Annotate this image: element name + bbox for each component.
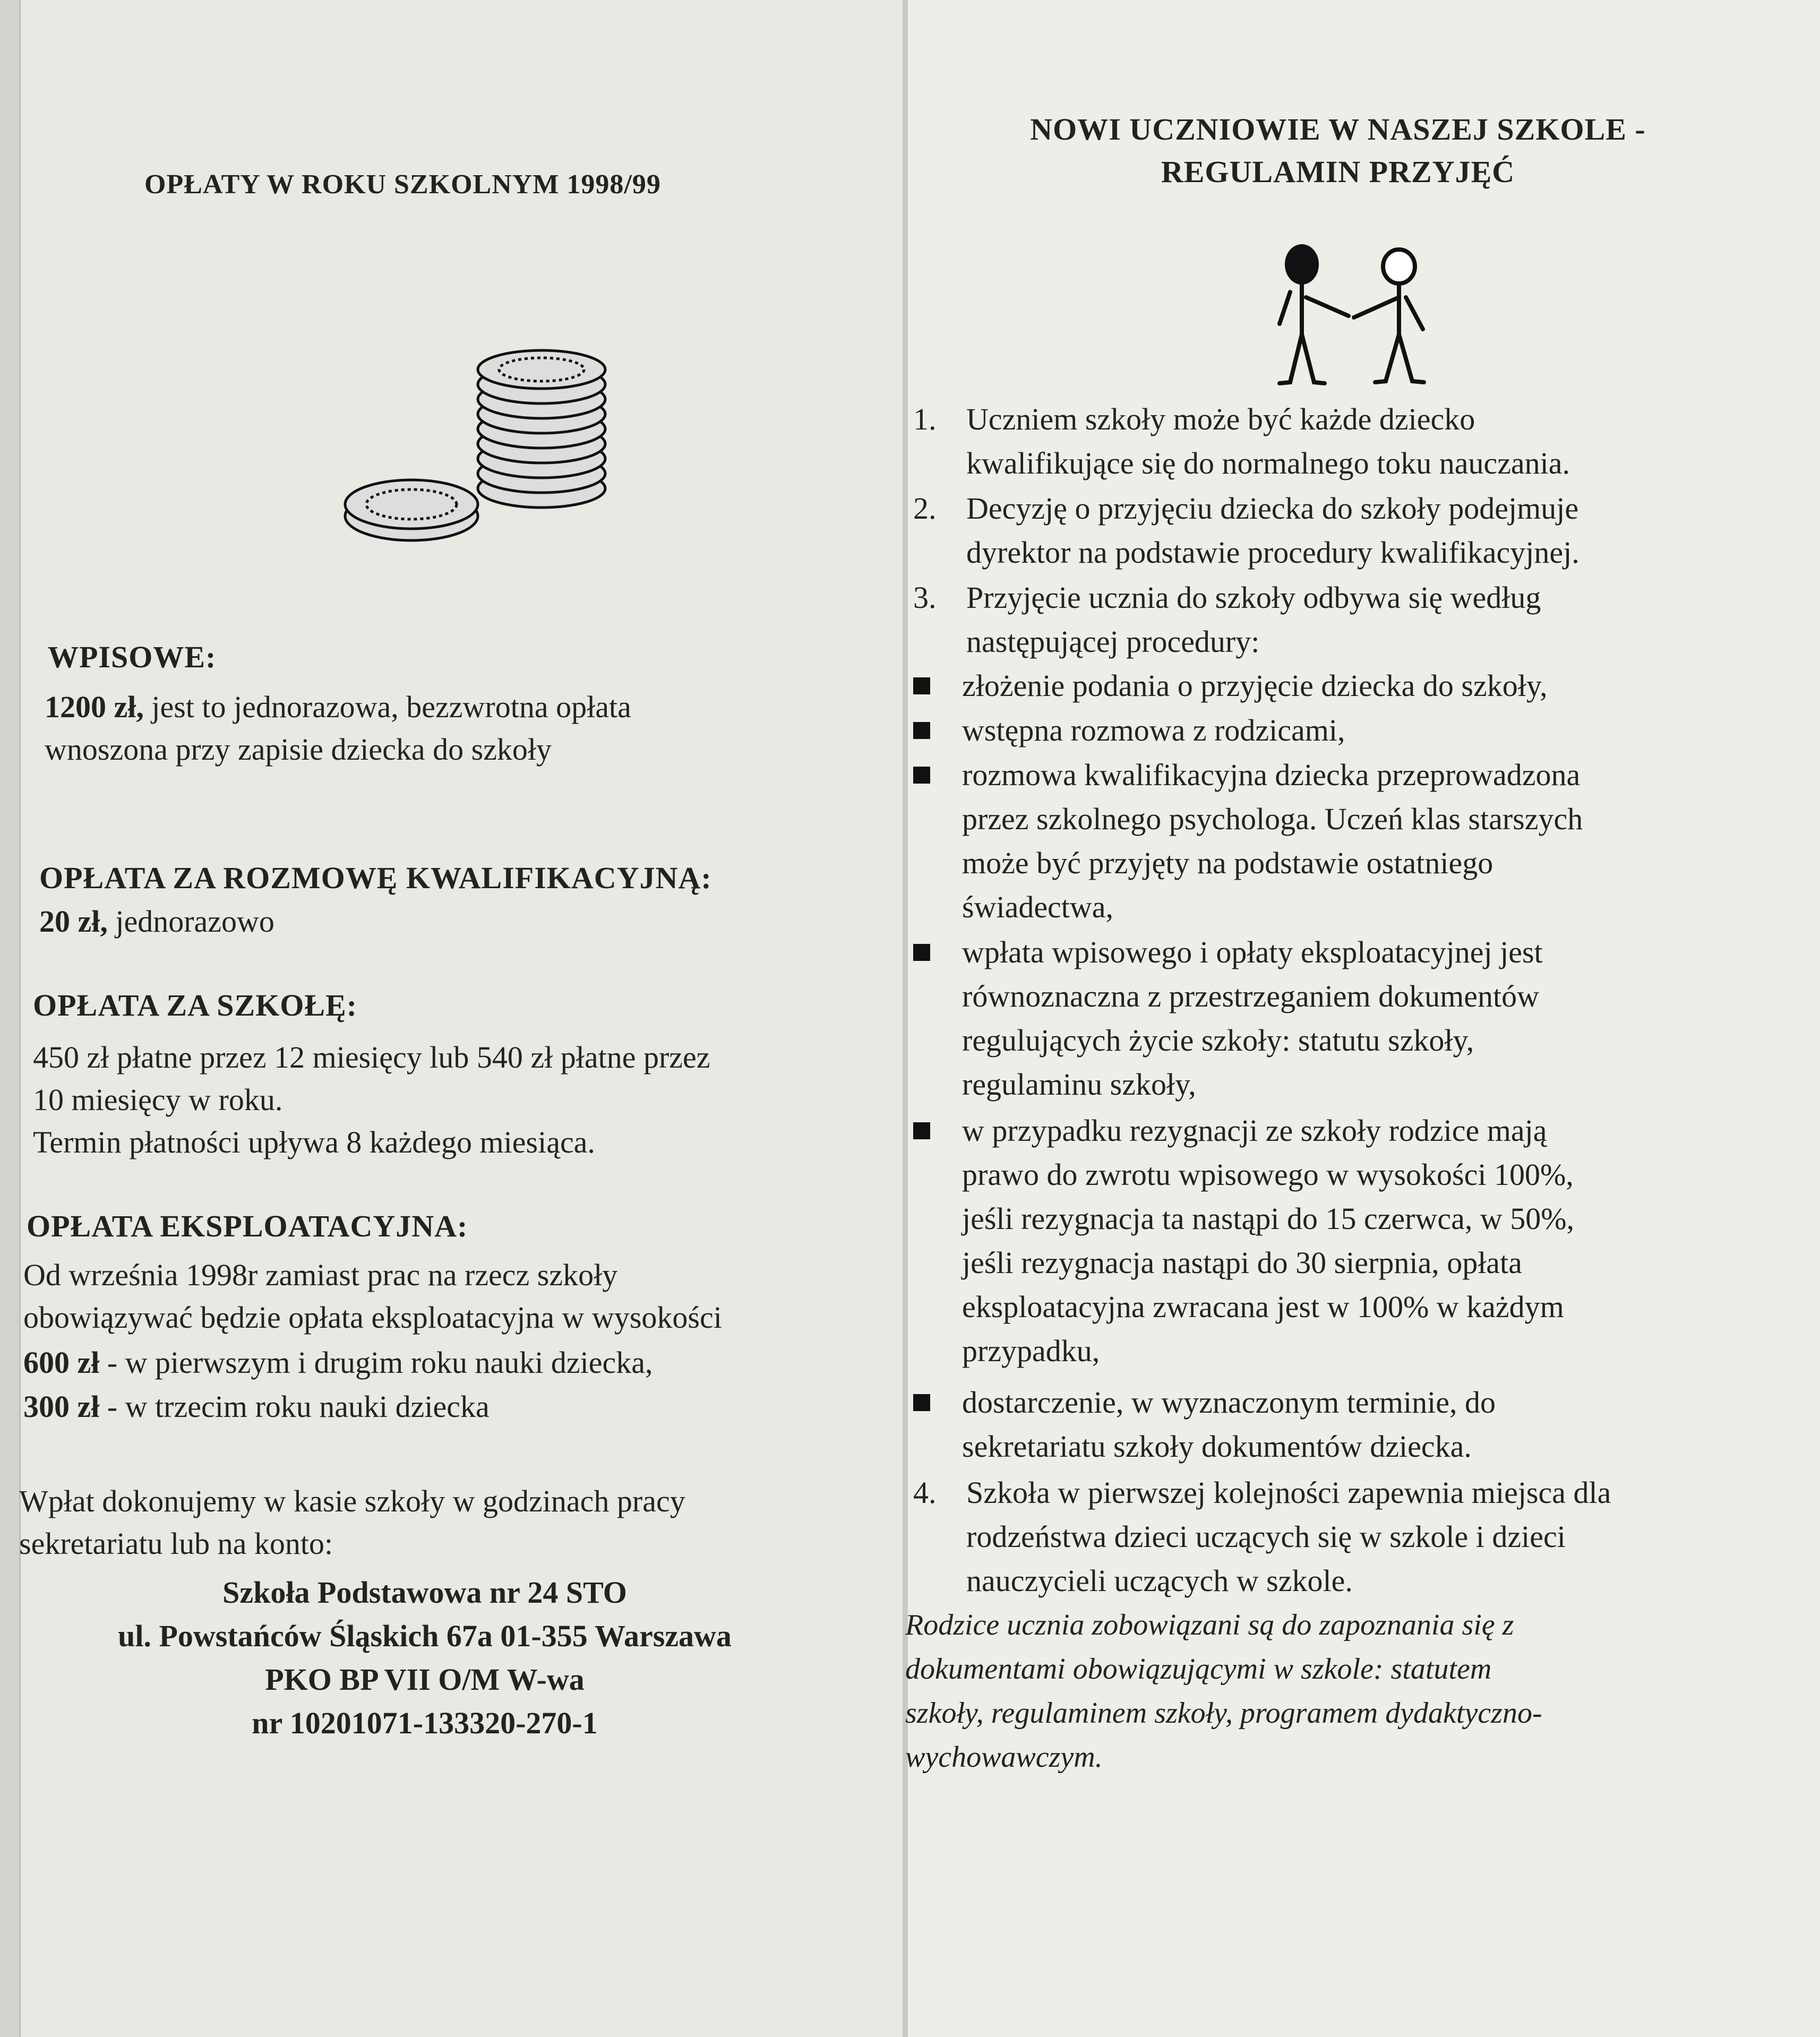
rule-number: 1. <box>913 402 937 436</box>
note-line: Rodzice ucznia zobowiązani są do zapoznania się z <box>905 1609 1514 1641</box>
rule-text-line: kwalifikujące się do normalnego toku nauczania. <box>966 446 1570 480</box>
bullet-text-line: złożenie podania o przyjęcie dziecka do szkoły, <box>962 668 1548 703</box>
note-line: dokumentami obowiązującymi w szkole: statutem <box>905 1653 1492 1686</box>
account-school: Szkoła Podstawowa nr 24 STO <box>222 1575 627 1610</box>
note-line: szkoły, regulaminem szkoły, programem dydaktyczno- <box>905 1697 1542 1730</box>
eksploatacyjna-heading: OPŁATA EKSPLOATACYJNA: <box>27 1209 468 1243</box>
bullet-text-line: eksploatacyjna zwracana jest w 100% w każdym <box>962 1290 1564 1324</box>
account-address: ul. Powstańców Śląskich 67a 01-355 Warszawa <box>118 1619 732 1653</box>
eksploatacyjna-line3 <box>23 1340 653 1385</box>
rule-text-line: nauczycieli uczących w szkole. <box>966 1563 1353 1598</box>
bullet-text-line: regulujących życie szkoły: statutu szkoły, <box>962 1023 1474 1058</box>
rule-item-3 <box>913 575 1773 664</box>
procedure-bullet <box>913 664 1773 708</box>
bullet-text-line: prawo do zwrotu wpisowego w wysokości 100%, <box>962 1157 1574 1192</box>
rule-text-line: dyrektor na podstawie procedury kwalifikacyjnej. <box>966 535 1579 570</box>
bullet-text-line: przez szkolnego psychologa. Uczeń klas starszych <box>962 802 1583 836</box>
bullet-square-icon <box>913 722 930 739</box>
bullet-text-line: regulaminu szkoły, <box>962 1067 1196 1102</box>
bullet-text-line: wstępna rozmowa z rodzicami, <box>962 713 1345 747</box>
rule-text-line: Przyjęcie ucznia do szkoły odbywa się według <box>966 580 1541 615</box>
wpisowe-amount: 1200 zł, <box>45 690 144 724</box>
rule-item-1 <box>913 397 1773 485</box>
szkola-line3: Termin płatności upływa 8 każdego miesiąca. <box>33 1125 595 1159</box>
wpisowe-text: jest to jednorazowa, bezzwrotna opłata <box>143 690 631 724</box>
procedure-bullet <box>913 753 1773 929</box>
admission-title-line1: NOWI UCZNIOWIE W NASZEJ SZKOLE - <box>1030 112 1646 147</box>
szkola-heading: OPŁATA ZA SZKOŁĘ: <box>33 988 358 1022</box>
payment-line1: Wpłat dokonujemy w kasie szkoły w godzinach pracy <box>19 1484 685 1518</box>
eksploatacyjna-text3: - w pierwszym i drugim roku nauki dziecka, <box>99 1345 653 1380</box>
rule-number: 2. <box>913 491 937 526</box>
bullet-text-line: jeśli rezygnacja nastąpi do 30 sierpnia, opłata <box>962 1245 1522 1280</box>
bullet-text-line: świadectwa, <box>962 890 1114 924</box>
eksploatacyjna-amount1: 600 zł <box>23 1345 100 1380</box>
bullet-square-icon <box>913 767 930 784</box>
bullet-text-line: dostarczenie, w wyznaczonym terminie, do <box>962 1385 1496 1420</box>
rozmowa-heading: OPŁATA ZA ROZMOWĘ KWALIFIKACYJNĄ: <box>39 861 712 895</box>
rule-text-line: Decyzję o przyjęciu dziecka do szkoły podejmuje <box>966 491 1579 526</box>
eksploatacyjna-line2: obowiązywać będzie opłata eksploatacyjna w wysokości <box>23 1300 722 1335</box>
szkola-line2: 10 miesięcy w roku. <box>33 1082 283 1117</box>
rule-number: 3. <box>913 580 937 615</box>
procedure-bullet <box>913 708 1773 752</box>
rule-text-line: następującej procedury: <box>966 624 1260 659</box>
rule-item-4 <box>913 1471 1773 1603</box>
eksploatacyjna-amount2: 300 zł <box>23 1389 100 1424</box>
fees-title: OPŁATY W ROKU SZKOLNYM 1998/99 <box>144 169 661 200</box>
bullet-text-line: może być przyjęty na podstawie ostatniego <box>962 846 1493 880</box>
rozmowa-text: jednorazowo <box>107 904 274 939</box>
payment-line2: sekretariatu lub na konto: <box>19 1526 333 1561</box>
procedure-bullet <box>913 1380 1773 1468</box>
page-edge <box>0 0 21 2037</box>
rule-text-line: Szkoła w pierwszej kolejności zapewnia miejsca dla <box>966 1475 1611 1510</box>
note-line: wychowawczym. <box>905 1741 1103 1774</box>
bullet-square-icon <box>913 677 930 694</box>
wpisowe-line1 <box>45 685 631 729</box>
coin-stack-icon <box>340 334 626 557</box>
szkola-line1: 450 zł płatne przez 12 miesięcy lub 540 zł płatne przez <box>33 1040 710 1075</box>
bullet-text-line: równoznaczna z przestrzeganiem dokumentów <box>962 979 1540 1013</box>
wpisowe-line2: wnoszona przy zapisie dziecka do szkoły <box>45 732 552 767</box>
admission-title-line2: REGULAMIN PRZYJĘĆ <box>1161 154 1515 189</box>
handshake-figures-icon <box>1269 244 1439 393</box>
rozmowa-line <box>39 899 274 943</box>
rule-text-line: rodzeństwa dzieci uczących się w szkole i dzieci <box>966 1519 1566 1554</box>
account-bank: PKO BP VII O/M W-wa <box>265 1662 585 1697</box>
rule-text-line: Uczniem szkoły może być każde dziecko <box>966 402 1475 436</box>
eksploatacyjna-line4 <box>23 1385 490 1429</box>
rule-item-2 <box>913 486 1773 574</box>
bullet-text-line: przypadku, <box>962 1334 1100 1368</box>
bullet-text-line: wpłata wpisowego i opłaty eksploatacyjnej jest <box>962 935 1543 969</box>
bullet-square-icon <box>913 1122 930 1139</box>
bullet-square-icon <box>913 1394 930 1411</box>
rozmowa-amount: 20 zł, <box>39 904 108 939</box>
wpisowe-heading: WPISOWE: <box>48 640 217 674</box>
procedure-bullet <box>913 1108 1773 1373</box>
eksploatacyjna-line1: Od września 1998r zamiast prac na rzecz szkoły <box>23 1258 618 1292</box>
parents-note <box>905 1603 1808 1780</box>
eksploatacyjna-text4: - w trzecim roku nauki dziecka <box>99 1389 490 1424</box>
bullet-square-icon <box>913 944 930 961</box>
bullet-text-line: sekretariatu szkoły dokumentów dziecka. <box>962 1429 1472 1464</box>
rule-number: 4. <box>913 1475 937 1510</box>
procedure-bullet <box>913 930 1773 1106</box>
account-number: nr 10201071-133320-270-1 <box>252 1706 598 1740</box>
bullet-text-line: w przypadku rezygnacji ze szkoły rodzice mają <box>962 1113 1547 1148</box>
bullet-text-line: rozmowa kwalifikacyjna dziecka przeprowadzona <box>962 758 1581 792</box>
bullet-text-line: jeśli rezygnacja ta nastąpi do 15 czerwca, w 50%, <box>962 1201 1575 1236</box>
